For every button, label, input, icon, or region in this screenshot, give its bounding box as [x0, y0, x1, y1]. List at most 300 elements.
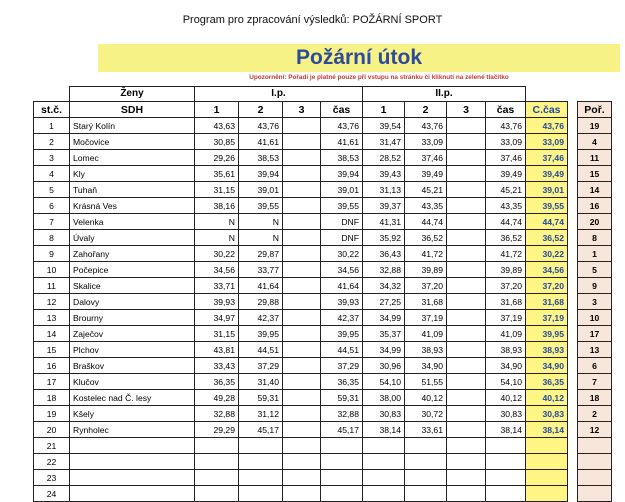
r1-attempt-1: 43,63 [195, 118, 239, 134]
team-name: Počepice [70, 262, 195, 278]
round1-label: I.p. [195, 87, 363, 102]
r2-attempt-3 [447, 438, 486, 454]
row-number: 21 [34, 438, 70, 454]
table-row [34, 310, 612, 326]
r2-attempt-3 [447, 246, 486, 262]
r1-attempt-3 [283, 166, 321, 182]
best-time: 44,74 [526, 214, 568, 230]
r2-attempt-2: 51,55 [405, 374, 447, 390]
r2-attempt-2: 34,90 [405, 358, 447, 374]
r2-attempt-2: 39,49 [405, 166, 447, 182]
r1-attempt-1: 29,26 [195, 150, 239, 166]
row-number: 15 [34, 342, 70, 358]
r2-attempt-2: 37,20 [405, 278, 447, 294]
col-r2-cas: čas [486, 102, 526, 118]
rank [578, 438, 612, 454]
r2-attempt-1: 30,83 [363, 406, 405, 422]
row-number: 1 [34, 118, 70, 134]
r2-attempt-3 [447, 406, 486, 422]
r2-attempt-3 [447, 310, 486, 326]
round2-label: II.p. [363, 87, 526, 102]
r1-time [321, 438, 363, 454]
r2-attempt-1: 35,92 [363, 230, 405, 246]
r2-attempt-2: 43,35 [405, 198, 447, 214]
r1-time: 42,37 [321, 310, 363, 326]
r1-attempt-2: N [239, 230, 283, 246]
team-name: Rynholec [70, 422, 195, 438]
r1-attempt-1: 33,71 [195, 278, 239, 294]
team-name: Úvaly [70, 230, 195, 246]
r2-attempt-3 [447, 486, 486, 502]
team-name: Lomec [70, 150, 195, 166]
row-number: 8 [34, 230, 70, 246]
r2-time: 44,74 [486, 214, 526, 230]
rank: 16 [578, 198, 612, 214]
r1-time: 39,55 [321, 198, 363, 214]
r1-attempt-2 [239, 454, 283, 470]
r1-attempt-1 [195, 470, 239, 486]
table-row [34, 406, 612, 422]
r1-time: 38,53 [321, 150, 363, 166]
rank: 6 [578, 358, 612, 374]
r2-attempt-3 [447, 294, 486, 310]
r2-attempt-1: 27,25 [363, 294, 405, 310]
r1-time: 36,35 [321, 374, 363, 390]
table-row [34, 134, 612, 150]
r1-attempt-3 [283, 118, 321, 134]
team-name [70, 486, 195, 502]
r1-attempt-2: 44,51 [239, 342, 283, 358]
table-row [34, 390, 612, 406]
rank: 17 [578, 326, 612, 342]
table-row [34, 166, 612, 182]
r1-attempt-2: 31,40 [239, 374, 283, 390]
r2-attempt-1 [363, 454, 405, 470]
rank: 15 [578, 166, 612, 182]
row-number: 13 [34, 310, 70, 326]
r2-attempt-3 [447, 182, 486, 198]
r2-attempt-3 [447, 326, 486, 342]
r2-attempt-3 [447, 198, 486, 214]
r2-time: 36,52 [486, 230, 526, 246]
r2-attempt-2: 41,72 [405, 246, 447, 262]
best-time: 33,09 [526, 134, 568, 150]
r2-time: 38,93 [486, 342, 526, 358]
best-time: 30,22 [526, 246, 568, 262]
col-r1-cas: čas [321, 102, 363, 118]
table-row [34, 150, 612, 166]
r2-time: 31,68 [486, 294, 526, 310]
row-number: 10 [34, 262, 70, 278]
r2-attempt-3 [447, 118, 486, 134]
r2-attempt-2: 43,76 [405, 118, 447, 134]
r2-attempt-1: 54,10 [363, 374, 405, 390]
r1-attempt-2: 39,01 [239, 182, 283, 198]
r2-attempt-1: 34,99 [363, 310, 405, 326]
table-row [34, 278, 612, 294]
col-r2-1: 1 [363, 102, 405, 118]
r1-attempt-3 [283, 406, 321, 422]
r1-attempt-3 [283, 294, 321, 310]
r2-attempt-3 [447, 214, 486, 230]
r1-attempt-2: 42,37 [239, 310, 283, 326]
r2-time: 43,76 [486, 118, 526, 134]
table-row [34, 326, 612, 342]
team-name: Starý Kolín [70, 118, 195, 134]
r2-attempt-2: 40,12 [405, 390, 447, 406]
r1-attempt-1: 29,29 [195, 422, 239, 438]
r2-attempt-2 [405, 454, 447, 470]
r2-attempt-1 [363, 438, 405, 454]
r1-attempt-1: 31,15 [195, 182, 239, 198]
row-number: 24 [34, 486, 70, 502]
row-number: 3 [34, 150, 70, 166]
r1-attempt-1: 32,88 [195, 406, 239, 422]
best-time [526, 470, 568, 486]
r1-time: 45,17 [321, 422, 363, 438]
team-name [70, 470, 195, 486]
col-ccas: C.čas [526, 102, 568, 118]
r1-attempt-2: 43,76 [239, 118, 283, 134]
best-time: 38,14 [526, 422, 568, 438]
r1-attempt-3 [283, 422, 321, 438]
r1-attempt-2: 59,31 [239, 390, 283, 406]
team-name: Kšely [70, 406, 195, 422]
r2-attempt-1: 34,99 [363, 342, 405, 358]
r2-time: 41,09 [486, 326, 526, 342]
r2-attempt-2 [405, 486, 447, 502]
col-rank: Poř. [578, 102, 612, 118]
col-r1-3: 3 [283, 102, 321, 118]
best-time: 31,68 [526, 294, 568, 310]
r1-time: 44,51 [321, 342, 363, 358]
r1-attempt-1: 39,93 [195, 294, 239, 310]
r1-attempt-1: 43,81 [195, 342, 239, 358]
rank: 7 [578, 374, 612, 390]
r1-attempt-2: 31,12 [239, 406, 283, 422]
rank: 2 [578, 406, 612, 422]
r2-attempt-1: 28,52 [363, 150, 405, 166]
results-table [33, 86, 612, 502]
r1-attempt-2: 45,17 [239, 422, 283, 438]
table-row [34, 294, 612, 310]
r1-time: 39,94 [321, 166, 363, 182]
r1-attempt-2: 39,95 [239, 326, 283, 342]
r1-attempt-2: N [239, 214, 283, 230]
r1-attempt-1: 38,16 [195, 198, 239, 214]
rank: 12 [578, 422, 612, 438]
best-time: 39,49 [526, 166, 568, 182]
col-r2-3: 3 [447, 102, 486, 118]
r1-attempt-3 [283, 310, 321, 326]
r1-attempt-3 [283, 326, 321, 342]
r2-attempt-3 [447, 358, 486, 374]
best-time: 39,55 [526, 198, 568, 214]
r1-attempt-3 [283, 278, 321, 294]
best-time: 37,19 [526, 310, 568, 326]
best-time: 38,93 [526, 342, 568, 358]
row-number: 20 [34, 422, 70, 438]
best-time: 34,90 [526, 358, 568, 374]
row-number: 6 [34, 198, 70, 214]
table-row [34, 358, 612, 374]
r2-attempt-1: 39,54 [363, 118, 405, 134]
r1-time: 39,93 [321, 294, 363, 310]
r1-attempt-1: N [195, 230, 239, 246]
r2-attempt-3 [447, 390, 486, 406]
table-row [34, 422, 612, 438]
r1-attempt-3 [283, 390, 321, 406]
row-number: 22 [34, 454, 70, 470]
rank: 9 [578, 278, 612, 294]
r1-attempt-3 [283, 230, 321, 246]
r2-attempt-1: 31,47 [363, 134, 405, 150]
r1-time [321, 486, 363, 502]
r2-time: 37,20 [486, 278, 526, 294]
team-name: Brourny [70, 310, 195, 326]
r1-time: 39,01 [321, 182, 363, 198]
r1-attempt-1: 31,15 [195, 326, 239, 342]
team-name: Klučov [70, 374, 195, 390]
r2-attempt-2: 31,68 [405, 294, 447, 310]
r2-attempt-3 [447, 342, 486, 358]
r1-time: DNF [321, 214, 363, 230]
r1-attempt-3 [283, 214, 321, 230]
best-time: 36,35 [526, 374, 568, 390]
r2-attempt-2: 45,21 [405, 182, 447, 198]
table-row [34, 438, 612, 454]
r2-attempt-1 [363, 486, 405, 502]
table-row [34, 214, 612, 230]
r2-attempt-2: 38,93 [405, 342, 447, 358]
r1-attempt-3 [283, 182, 321, 198]
r1-attempt-2: 33,77 [239, 262, 283, 278]
r2-time: 39,49 [486, 166, 526, 182]
r1-attempt-2: 29,87 [239, 246, 283, 262]
r2-time: 37,46 [486, 150, 526, 166]
best-time [526, 486, 568, 502]
table-row [34, 470, 612, 486]
team-name: Velenka [70, 214, 195, 230]
table-row [34, 454, 612, 470]
r2-attempt-3 [447, 230, 486, 246]
rank [578, 470, 612, 486]
column-header-row [34, 102, 612, 118]
team-name: Dalovy [70, 294, 195, 310]
r2-attempt-1: 31,13 [363, 182, 405, 198]
team-name [70, 438, 195, 454]
r2-attempt-2 [405, 438, 447, 454]
r1-attempt-1 [195, 454, 239, 470]
best-time: 39,95 [526, 326, 568, 342]
col-sdh: SDH [70, 102, 195, 118]
team-name: Plchov [70, 342, 195, 358]
r1-attempt-1: 36,35 [195, 374, 239, 390]
best-time: 43,76 [526, 118, 568, 134]
table-row [34, 486, 612, 502]
table-row [34, 230, 612, 246]
r2-attempt-3 [447, 278, 486, 294]
page-title: Požární útok [295, 46, 422, 69]
table-row [34, 342, 612, 358]
rank: 18 [578, 390, 612, 406]
rank: 14 [578, 182, 612, 198]
r2-attempt-2: 44,74 [405, 214, 447, 230]
best-time: 34,56 [526, 262, 568, 278]
r1-attempt-2: 37,29 [239, 358, 283, 374]
r1-time: 32,88 [321, 406, 363, 422]
team-name: Kostelec nad Č. lesy [70, 390, 195, 406]
row-number: 14 [34, 326, 70, 342]
team-name: Zaječov [70, 326, 195, 342]
r1-time: 59,31 [321, 390, 363, 406]
r1-attempt-2: 39,55 [239, 198, 283, 214]
r1-time [321, 470, 363, 486]
r2-attempt-1: 35,37 [363, 326, 405, 342]
row-number: 16 [34, 358, 70, 374]
r1-attempt-2: 29,88 [239, 294, 283, 310]
group-label: Ženy [70, 87, 195, 102]
r1-attempt-1: 33,43 [195, 358, 239, 374]
r1-time [321, 454, 363, 470]
rank: 11 [578, 150, 612, 166]
col-r2-2: 2 [405, 102, 447, 118]
row-number: 4 [34, 166, 70, 182]
r1-attempt-3 [283, 198, 321, 214]
table-row [34, 182, 612, 198]
r2-attempt-3 [447, 422, 486, 438]
r1-time: 41,61 [321, 134, 363, 150]
col-stc: st.č. [34, 102, 70, 118]
r2-attempt-3 [447, 134, 486, 150]
r2-attempt-1 [363, 470, 405, 486]
r2-attempt-1: 38,00 [363, 390, 405, 406]
r2-time: 41,72 [486, 246, 526, 262]
r2-time [486, 438, 526, 454]
best-time: 36,52 [526, 230, 568, 246]
r1-attempt-2: 41,64 [239, 278, 283, 294]
best-time: 30,83 [526, 406, 568, 422]
r1-attempt-3 [283, 246, 321, 262]
r2-attempt-3 [447, 166, 486, 182]
row-number: 19 [34, 406, 70, 422]
col-r1-2: 2 [239, 102, 283, 118]
r1-attempt-3 [283, 438, 321, 454]
team-name: Kly [70, 166, 195, 182]
group-header-row [34, 87, 612, 102]
r1-attempt-1 [195, 486, 239, 502]
r1-attempt-3 [283, 134, 321, 150]
rank [578, 454, 612, 470]
r1-attempt-1 [195, 438, 239, 454]
r2-attempt-2: 30,72 [405, 406, 447, 422]
r2-attempt-3 [447, 374, 486, 390]
r2-time: 30,83 [486, 406, 526, 422]
team-name: Tuhaň [70, 182, 195, 198]
r1-attempt-2: 39,94 [239, 166, 283, 182]
r1-time: 39,95 [321, 326, 363, 342]
row-number: 23 [34, 470, 70, 486]
program-header: Program pro zpracování výsledků: POŽÁRNÍ SPORT [182, 14, 443, 26]
best-time: 37,46 [526, 150, 568, 166]
row-number: 12 [34, 294, 70, 310]
r2-attempt-2 [405, 470, 447, 486]
r1-attempt-3 [283, 262, 321, 278]
r1-time: DNF [321, 230, 363, 246]
row-number: 5 [34, 182, 70, 198]
r2-time: 45,21 [486, 182, 526, 198]
r2-attempt-2: 33,61 [405, 422, 447, 438]
r2-time [486, 454, 526, 470]
row-number: 9 [34, 246, 70, 262]
r2-attempt-2: 37,19 [405, 310, 447, 326]
row-number: 7 [34, 214, 70, 230]
row-number: 11 [34, 278, 70, 294]
r2-attempt-1: 38,14 [363, 422, 405, 438]
r2-time: 34,90 [486, 358, 526, 374]
rank: 20 [578, 214, 612, 230]
r2-time [486, 470, 526, 486]
r2-attempt-3 [447, 470, 486, 486]
r2-attempt-2: 41,09 [405, 326, 447, 342]
r2-attempt-1: 39,37 [363, 198, 405, 214]
col-r1-1: 1 [195, 102, 239, 118]
rank [578, 486, 612, 502]
r2-time: 38,14 [486, 422, 526, 438]
rank: 13 [578, 342, 612, 358]
r2-attempt-1: 41,31 [363, 214, 405, 230]
r2-time: 37,19 [486, 310, 526, 326]
best-time [526, 438, 568, 454]
best-time: 39,01 [526, 182, 568, 198]
r2-attempt-2: 36,52 [405, 230, 447, 246]
title-band [98, 44, 620, 72]
r1-attempt-2: 41,61 [239, 134, 283, 150]
r1-attempt-3 [283, 342, 321, 358]
r2-attempt-1: 30,96 [363, 358, 405, 374]
table-row [34, 374, 612, 390]
r1-attempt-1: 30,22 [195, 246, 239, 262]
r2-time: 54,10 [486, 374, 526, 390]
r2-time: 33,09 [486, 134, 526, 150]
team-name: Skalice [70, 278, 195, 294]
r1-attempt-3 [283, 486, 321, 502]
best-time: 37,20 [526, 278, 568, 294]
rank: 1 [578, 246, 612, 262]
r1-attempt-1: N [195, 214, 239, 230]
r2-attempt-2: 33,09 [405, 134, 447, 150]
r2-attempt-3 [447, 454, 486, 470]
row-number: 18 [34, 390, 70, 406]
r1-attempt-1: 35,61 [195, 166, 239, 182]
warning-note: Upozornění: Pořadí je platné pouze při vstupu na stránku či kliknutí na zelené tlačítko [249, 74, 509, 81]
rank: 19 [578, 118, 612, 134]
team-name [70, 454, 195, 470]
r1-attempt-1: 49,28 [195, 390, 239, 406]
table-row [34, 118, 612, 134]
rank: 8 [578, 230, 612, 246]
r1-attempt-2 [239, 438, 283, 454]
r2-attempt-2: 37,46 [405, 150, 447, 166]
r2-time: 43,35 [486, 198, 526, 214]
r2-attempt-3 [447, 262, 486, 278]
r2-attempt-1: 39,43 [363, 166, 405, 182]
r2-attempt-3 [447, 150, 486, 166]
r2-attempt-1: 32,88 [363, 262, 405, 278]
r1-attempt-3 [283, 374, 321, 390]
r2-time: 39,89 [486, 262, 526, 278]
r2-attempt-2: 39,89 [405, 262, 447, 278]
